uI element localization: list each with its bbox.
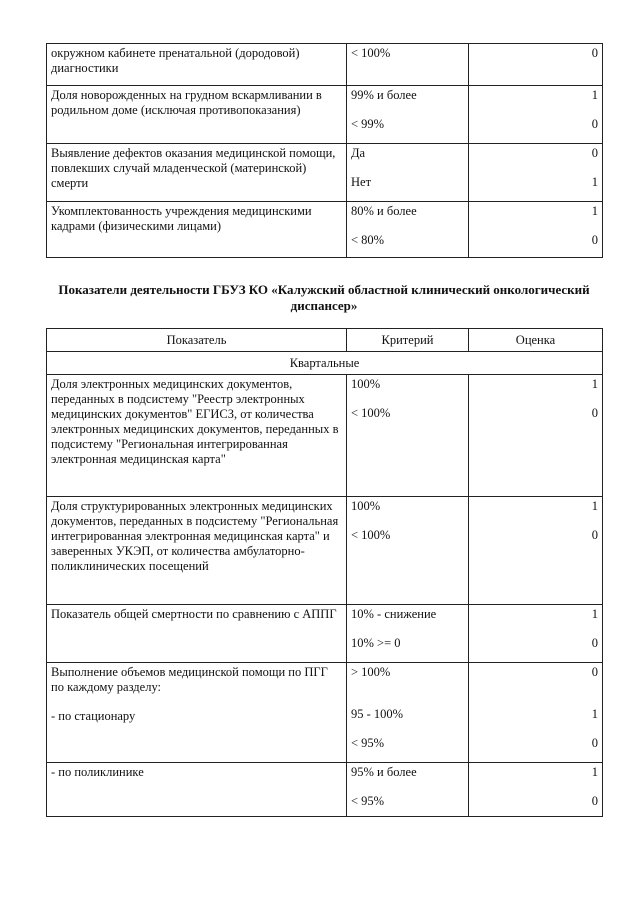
score-cell xyxy=(469,497,603,605)
section-label: Квартальные xyxy=(47,352,603,375)
criteria-cell xyxy=(347,497,469,605)
score: 1 xyxy=(591,707,598,721)
criterion: < 100% xyxy=(351,46,391,60)
indicator-cell: Выявление дефектов оказания медицинской помощи, повлекших случай младенческой (материнской) смерти xyxy=(47,144,347,202)
criteria-cell xyxy=(347,202,469,258)
perinatal-indicators-table xyxy=(46,43,603,258)
score-cell xyxy=(469,86,603,144)
score: 0 xyxy=(591,794,598,808)
score: 0 xyxy=(591,665,598,679)
score-cell xyxy=(469,375,603,497)
score: 1 xyxy=(591,204,598,218)
score-cell xyxy=(469,144,603,202)
score: 0 xyxy=(591,406,598,420)
section-row xyxy=(47,352,603,375)
criteria-cell xyxy=(347,663,469,763)
criteria-cell xyxy=(347,375,469,497)
criterion: Да xyxy=(351,146,366,160)
table-row xyxy=(47,763,603,817)
score: 0 xyxy=(591,46,598,60)
indicator-cell: Укомплектованность учреждения медицинскими кадрами (физическими лицами) xyxy=(47,202,347,258)
indicator-cell: Показатель общей смертности по сравнению с АППГ xyxy=(47,605,347,663)
column-header-score: Оценка xyxy=(469,329,603,352)
criterion: < 100% xyxy=(351,406,391,420)
score: 0 xyxy=(591,146,598,160)
criterion: < 95% xyxy=(351,736,385,750)
indicator-cell: - по поликлинике xyxy=(47,763,347,817)
table-header-row xyxy=(47,329,603,352)
indicator-cell: Доля структурированных электронных медицинских документов, переданных в подсистему "Региональная интегрированная электронная медицинская карта" и заверенных УКЭП, от количества амбулаторно-поликлинических посещений xyxy=(47,497,347,605)
criteria-cell xyxy=(347,86,469,144)
score-cell xyxy=(469,605,603,663)
sub-indicator-text: - по стационару xyxy=(51,709,136,723)
criteria-cell xyxy=(347,605,469,663)
criteria-cell xyxy=(347,763,469,817)
criterion: 10% >= 0 xyxy=(351,636,401,650)
indicator-cell: Доля электронных медицинских документов, переданных в подсистему "Реестр электронных медицинских документов" ЕГИСЗ, от количества электронных медицинских документов, переданных в подсистему "Региональная интегрированная электронная медицинская карта" xyxy=(47,375,347,497)
criterion: 80% и более xyxy=(351,204,417,218)
criterion: < 100% xyxy=(351,528,391,542)
criterion: 95 - 100% xyxy=(351,707,404,721)
column-header-indicator: Показатель xyxy=(47,329,347,352)
score: 0 xyxy=(591,636,598,650)
criterion: 100% xyxy=(351,499,381,513)
table-row xyxy=(47,86,603,144)
table-row xyxy=(47,605,603,663)
score: 0 xyxy=(591,528,598,542)
score-cell xyxy=(469,663,603,763)
score: 1 xyxy=(591,765,598,779)
score: 1 xyxy=(591,499,598,513)
indicator-text: Выполнение объемов медицинской помощи по ПГГ по каждому разделу: xyxy=(51,665,328,694)
criteria-cell xyxy=(347,44,469,86)
score-cell xyxy=(469,202,603,258)
criterion: 95% и более xyxy=(351,765,417,779)
table-row xyxy=(47,144,603,202)
criteria-cell xyxy=(347,144,469,202)
table-row xyxy=(47,202,603,258)
criterion: < 99% xyxy=(351,117,385,131)
score: 1 xyxy=(591,377,598,391)
score-cell xyxy=(469,44,603,86)
indicator-cell: Доля новорожденных на грудном вскармливании в родильном доме (исключая противопоказания) xyxy=(47,86,347,144)
criterion: 99% и более xyxy=(351,88,417,102)
score: 0 xyxy=(591,117,598,131)
column-header-criteria: Критерий xyxy=(347,329,469,352)
criterion: Нет xyxy=(351,175,372,189)
table-row xyxy=(47,44,603,86)
criterion: 100% xyxy=(351,377,381,391)
criterion: > 100% xyxy=(351,665,391,679)
score: 1 xyxy=(591,607,598,621)
score: 0 xyxy=(591,233,598,247)
table-row xyxy=(47,663,603,763)
table-row xyxy=(47,497,603,605)
score-cell xyxy=(469,763,603,817)
score: 1 xyxy=(591,88,598,102)
indicator-cell xyxy=(47,663,347,763)
indicator-cell: окружном кабинете пренатальной (дородовой) диагностики xyxy=(47,44,347,86)
criterion: 10% - снижение xyxy=(351,607,437,621)
oncology-indicators-table xyxy=(46,328,603,817)
score: 1 xyxy=(591,175,598,189)
score: 0 xyxy=(591,736,598,750)
section-title: Показатели деятельности ГБУЗ КО «Калужский областной клинический онкологический диспансер» xyxy=(58,282,590,313)
table-row xyxy=(47,375,603,497)
criterion: < 95% xyxy=(351,794,385,808)
criterion: < 80% xyxy=(351,233,385,247)
